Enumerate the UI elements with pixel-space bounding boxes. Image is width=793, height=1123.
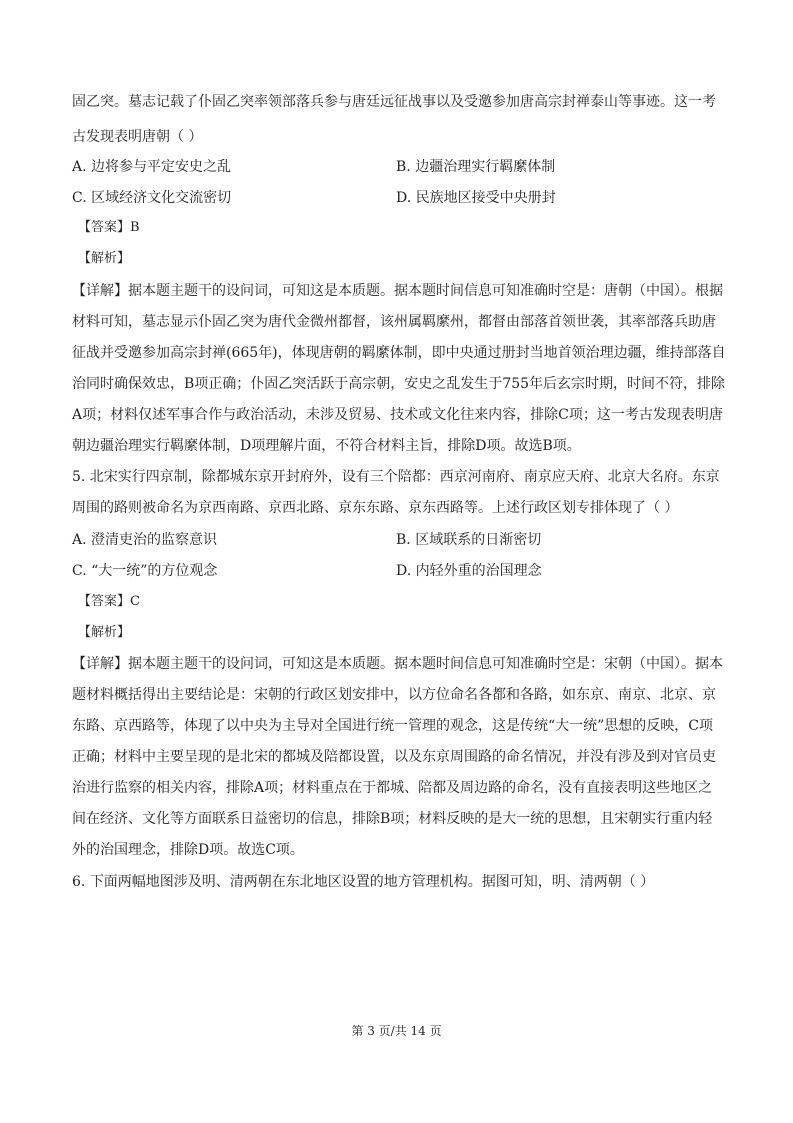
q4-detail-line-3: 征战并受邀参加高宗封禅(665年)，体现唐朝的羁縻体制，即中央通过册封当地首领治理边疆，维持部落自: [72, 345, 726, 361]
q4-detail-line-4: 治同时确保效忠，B项正确；仆固乙突活跃于高宗朝，安史之乱发生于755年后玄宗时期，时间不符，排除: [72, 376, 726, 392]
q5-option-d: D. 内轻外重的治国理念: [396, 563, 542, 579]
q4-option-b: B. 边疆治理实行羁縻体制: [396, 159, 556, 175]
q4-answer: 【答案】B: [78, 220, 140, 235]
q5-detail-line-6: 间在经济、文化等方面联系日益密切的信息，排除B项；材料反映的是大一统的思想，且宋朝实行重内轻: [72, 811, 713, 827]
q5-answer: 【答案】C: [78, 594, 140, 609]
q5-option-b: B. 区域联系的日渐密切: [396, 532, 542, 548]
q5-detail-line-1: 【详解】据本题主题干的设问词，可知这是本质题。据本题时间信息可知准确时空是：宋朝（中国）。据本: [72, 656, 723, 672]
q5-detail-line-5: 治进行监察的相关内容，排除A项；材料重点在于都城、陪都及周边路的命名，没有直接表明这些地区之: [72, 780, 713, 796]
q5-analysis-label: 【解析】: [78, 625, 131, 640]
q4-option-d: D. 民族地区接受中央册封: [396, 190, 556, 206]
q5-stem-line-1: 5. 北宋实行四京制，除都城东京开封府外，设有三个陪都：西京河南府、南京应天府、北京大名府。东京: [72, 469, 720, 485]
q5-detail-line-4: 正确；材料中主要呈现的是北宋的都城及陪都设置，以及东京周围路的命名情况，并没有涉及到对官员吏: [72, 749, 716, 765]
q4-option-a: A. 边将参与平定安史之乱: [72, 159, 232, 175]
q5-detail-line-3: 东路、京西路等，体现了以中央为主导对全国进行统一管理的观念，这是传统“大一统”思想的反映，C项: [72, 718, 714, 734]
q4-analysis-label: 【解析】: [78, 251, 131, 266]
q4-detail-line-5: A项；材料仅述军事合作与政治活动，未涉及贸易、技术或文化往来内容，排除C项；这一考古发现表明唐: [72, 407, 723, 423]
q5-option-a: A. 澄清吏治的监察意识: [72, 532, 218, 548]
q5-detail-line-2: 题材料概括得出主要结论是：宋朝的行政区划安排中，以方位命名各都和各路，如东京、南京、北京、京: [72, 687, 716, 703]
q6-stem: 6. 下面两幅地图涉及明、清两朝在东北地区设置的地方管理机构。据图可知，明、清两朝（ ）: [72, 874, 655, 890]
q4-detail-line-6: 朝边疆治理实行羁縻体制，D项理解片面，不符合材料主旨，排除D项。故选B项。: [72, 438, 581, 454]
q5-detail-line-7: 外的治国理念，排除D项。故选C项。: [72, 842, 304, 858]
q4-detail-line-1: 【详解】据本题主题干的设问词，可知这是本质题。据本题时间信息可知准确时空是：唐朝（中国）。根据: [72, 283, 723, 299]
q5-option-c: C. “大一统”的方位观念: [72, 563, 218, 579]
q4-option-c: C. 区域经济文化交流密切: [72, 190, 232, 206]
page-number-footer: 第 3 页/共 14 页: [351, 1024, 442, 1038]
q4-detail-line-2: 材料可知，墓志显示仆固乙突为唐代金微州都督，该州属羁縻州，都督由部落首领世袭，其率部落兵助唐: [72, 314, 716, 330]
q5-stem-line-2: 周围的路则被命名为京西南路、京西北路、京东东路、京东西路等。上述行政区划专排体现了（ ）: [72, 500, 679, 516]
q4-stem-line-1: 固乙突。墓志记载了仆固乙突率领部落兵参与唐廷远征战事以及受邀参加唐高宗封禅泰山等事迹。这一考: [72, 94, 716, 110]
q4-stem-line-2: 古发现表明唐朝（ ）: [72, 129, 203, 145]
